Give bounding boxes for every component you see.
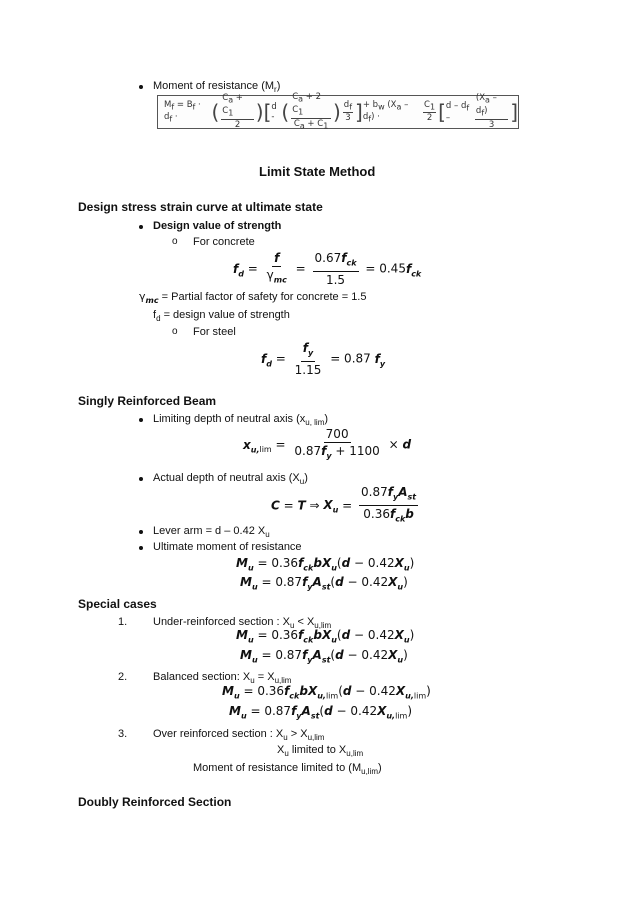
- special-cases-heading: Special cases: [78, 597, 157, 611]
- bullet-dot: [139, 477, 143, 481]
- case1-number: 1.: [118, 616, 128, 628]
- fd-note: $f_d$ = design value of strength: [153, 309, 290, 324]
- bullet-dot: [139, 546, 143, 550]
- doubly-heading: Doubly Reinforced Section: [78, 795, 232, 809]
- bullet-dot: [139, 530, 143, 534]
- sub-bullet: o: [172, 236, 178, 247]
- bullet-dot: [139, 85, 143, 89]
- for-concrete: For concrete: [193, 236, 255, 248]
- ultimate-moment-eq-1: $M_u = 0.36f_{ck}bX_u(d - 0.42X_u)$: [236, 556, 415, 573]
- moment-bullet-text: Moment of resistance $(M_r)$: [153, 80, 281, 95]
- limiting-depth-text: Limiting depth of neutral axis $(x_{u, lim})$: [153, 413, 329, 428]
- singly-heading: Singly Reinforced Beam: [78, 394, 217, 408]
- page-title: Limit State Method: [259, 164, 376, 179]
- case1-eq-1: $M_u = 0.36f_{ck}bX_u(d - 0.42X_u)$: [236, 628, 415, 645]
- case2-eq-2: $M_u = 0.87f_yA_{st}(d - 0.42X_{u,lim})$: [229, 704, 413, 721]
- actual-depth-equation: C = T ⇒ $X_u$ = $\frac{0.87f_yA_{st}}{0.36f_{ck}b}$: [271, 485, 417, 524]
- ultimate-moment-eq-2: $M_u = 0.87f_yA_{st}(d - 0.42X_u)$: [240, 575, 408, 592]
- ultimate-moment-text: Ultimate moment of resistance: [153, 541, 302, 553]
- lever-arm-text: Lever arm = d – 0.42 $X_u$: [153, 525, 270, 540]
- bullet-dot: [139, 418, 143, 422]
- case2-text: Balanced section: $X_u = X_{u,lim}$: [153, 671, 292, 686]
- gamma-note: $\gamma_{mc}$ = Partial factor of safety for concrete = 1.5: [139, 290, 367, 306]
- limiting-depth-equation: $x_{u,lim}$ = $\frac{700}{0.87f_y + 1100}$ × d: [243, 427, 412, 461]
- for-steel: For steel: [193, 326, 236, 338]
- bullet-dot: [139, 225, 143, 229]
- case3-limit: $X_u$ limited to $X_{u,lim}$: [277, 744, 364, 759]
- sub-bullet: o: [172, 326, 178, 337]
- moment-formula-image: $M_f = B_f \cdot d_f$ · ( $C_a + C_1$ 2 ) [ d - ( $C_a + 2$ $C_1$ $C_a + C_1$ ) $d_f$ 3 ] + $b_w$ $(X_a - d_f)$ · $C_1$ 2 [ d – $d_f$ – $(X_a - d_f)$ 3 ]: [157, 95, 519, 129]
- case1-eq-2: $M_u = 0.87f_yA_{st}(d - 0.42X_u)$: [240, 648, 408, 665]
- case1-text: Under-reinforced section : $X_u < X_{u,lim}$: [153, 616, 332, 631]
- steel-design-strength-equation: $f_d$ = $\frac{f_y}{1.15}$ = 0.87 $f_y$: [261, 341, 386, 378]
- case3-moment: Moment of resistance limited to $(M_{u,lim})$: [193, 762, 382, 777]
- design-curve-heading: Design stress strain curve at ultimate state: [78, 200, 323, 214]
- case3-text: Over reinforced section : $X_u > X_{u,lim}$: [153, 728, 325, 743]
- actual-depth-text: Actual depth of neutral axis $(X_u)$: [153, 472, 308, 487]
- case2-number: 2.: [118, 671, 128, 683]
- design-value-label: Design value of strength: [153, 220, 282, 232]
- concrete-design-strength-equation: $f_d$ = $\frac{f}{\gamma_{mc}}$ = $\frac{0.67f_{ck}}{1.5}$ = $0.45f_{ck}$: [233, 251, 422, 288]
- case3-number: 3.: [118, 728, 128, 740]
- case2-eq-1: $M_u = 0.36f_{ck}bX_{u,lim}(d - 0.42X_{u,lim})$: [222, 684, 431, 701]
